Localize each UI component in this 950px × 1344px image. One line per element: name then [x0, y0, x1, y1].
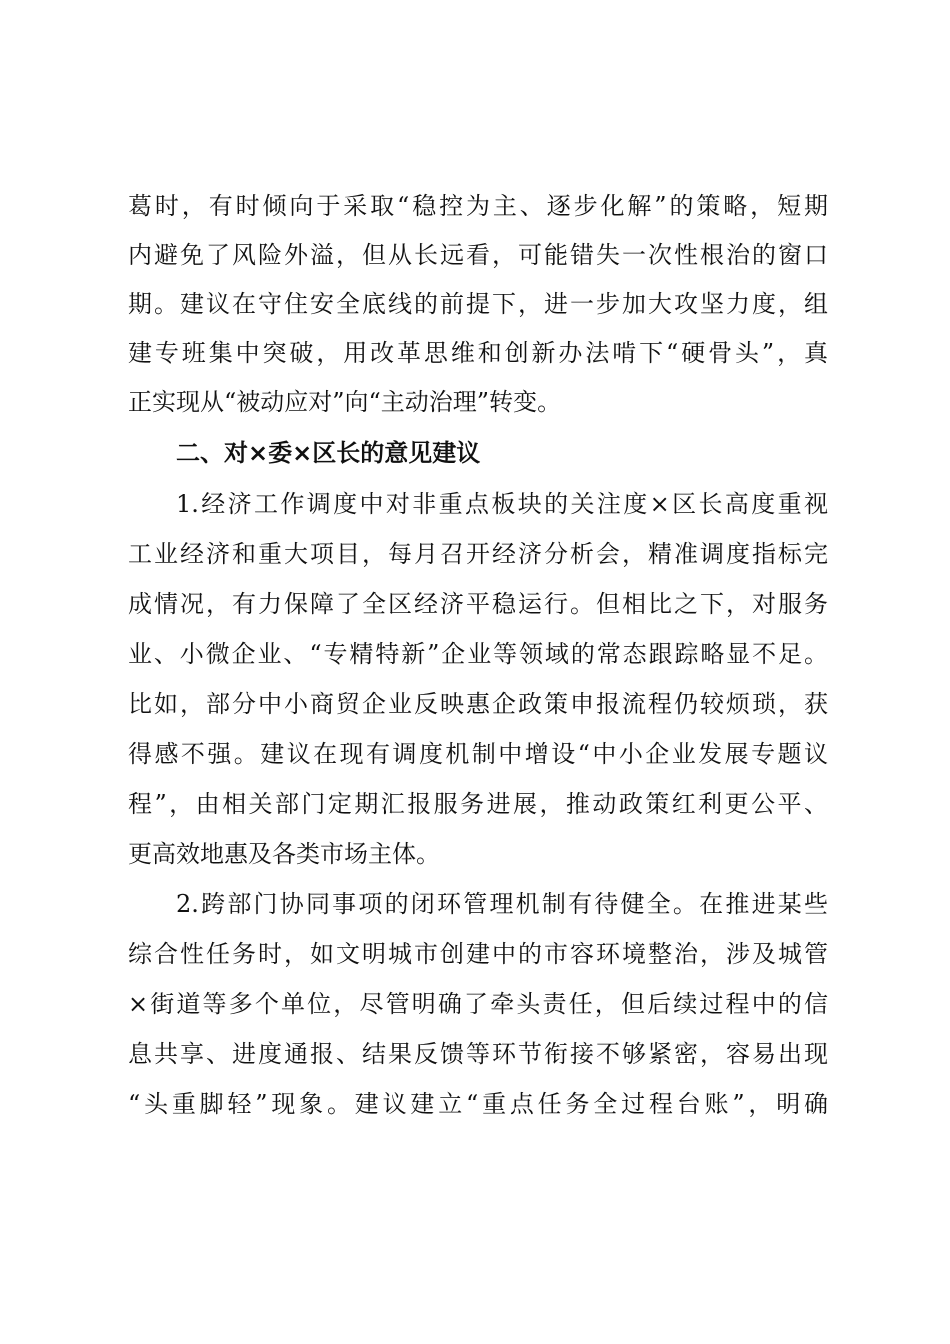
paragraph-line: 综合性任务时，如文明城市创建中的市容环境整治，涉及城管 — [128, 940, 828, 968]
paragraph-line: ×街道等多个单位，尽管明确了牵头责任，但后续过程中的信 — [128, 990, 828, 1018]
paragraph-line: “头重脚轻”现象。建议建立“重点任务全过程台账”，明确 — [128, 1090, 828, 1118]
paragraph-line: 更高效地惠及各类市场主体。 — [128, 840, 440, 868]
section-heading: 二、对×委×区长的意见建议 — [176, 439, 481, 467]
paragraph-line: 正实现从“被动应对”向“主动治理”转变。 — [128, 388, 562, 416]
paragraph-line: 成情况，有力保障了全区经济平稳运行。但相比之下，对服务 — [128, 590, 828, 618]
paragraph-line: 1.经济工作调度中对非重点板块的关注度×区长高度重视 — [176, 490, 828, 518]
paragraph-line: 葛时，有时倾向于采取“稳控为主、逐步化解”的策略，短期 — [128, 192, 828, 220]
paragraph-line: 工业经济和重大项目，每月召开经济分析会，精准调度指标完 — [128, 540, 828, 568]
paragraph-line: 2.跨部门协同事项的闭环管理机制有待健全。在推进某些 — [176, 890, 828, 918]
paragraph-line: 建专班集中突破，用改革思维和创新办法啃下“硬骨头”，真 — [128, 339, 828, 367]
paragraph-line: 程”，由相关部门定期汇报服务进展，推动政策红利更公平、 — [128, 790, 828, 818]
paragraph-line: 息共享、进度通报、结果反馈等环节衔接不够紧密，容易出现 — [128, 1040, 828, 1068]
paragraph-line: 比如，部分中小商贸企业反映惠企政策申报流程仍较烦琐，获 — [128, 690, 828, 718]
paragraph-line: 内避免了风险外溢，但从长远看，可能错失一次性根治的窗口 — [128, 241, 828, 269]
paragraph-line: 业、小微企业、“专精特新”企业等领域的常态跟踪略显不足。 — [128, 640, 828, 668]
paragraph-line: 得感不强。建议在现有调度机制中增设“中小企业发展专题议 — [128, 740, 828, 768]
paragraph-line: 期。建议在守住安全底线的前提下，进一步加大攻坚力度，组 — [128, 290, 828, 318]
